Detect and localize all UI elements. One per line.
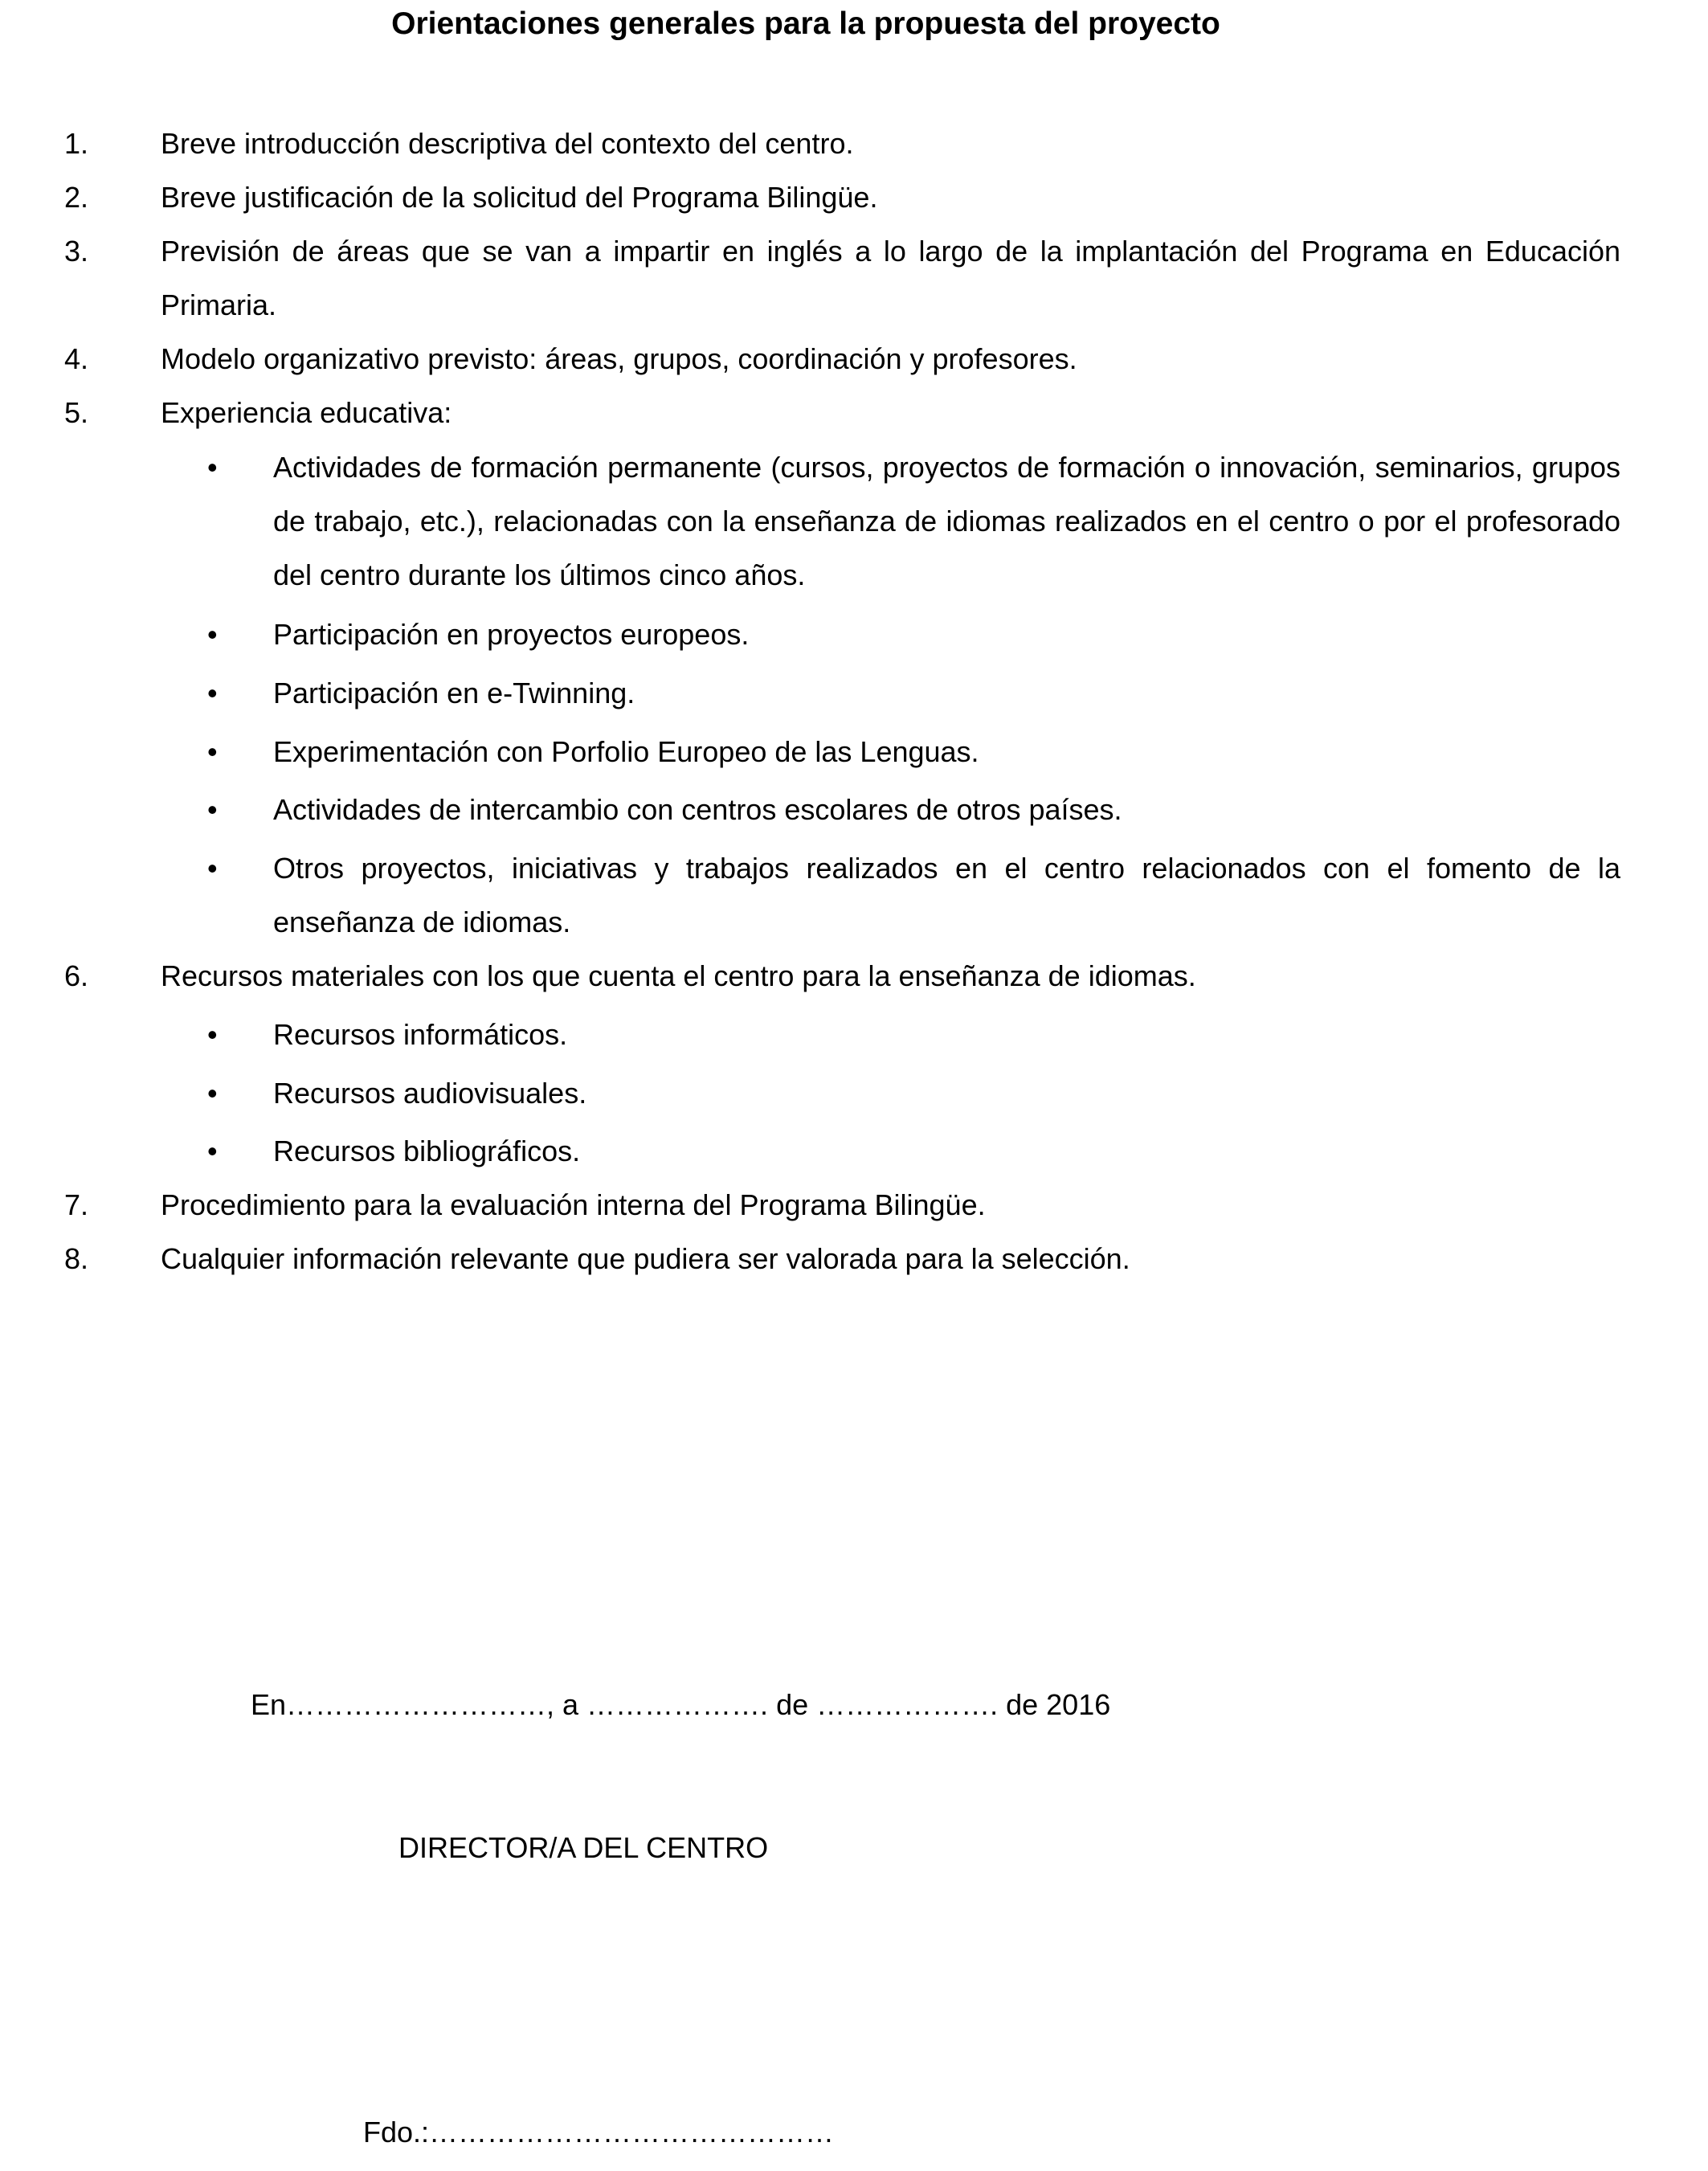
sub-item-text: Participación en proyectos europeos.	[273, 618, 750, 651]
item-number: 8.	[64, 1242, 89, 1275]
page-title: Orientaciones generales para la propuesta del proyecto	[391, 6, 1220, 41]
sub-item-text: Actividades de intercambio con centros escolares de otros países.	[273, 793, 1122, 826]
sub-item-text: Recursos bibliográficos.	[273, 1135, 581, 1167]
bullet-icon: •	[207, 618, 218, 651]
bullet-icon: •	[207, 677, 218, 709]
bullet-icon: •	[207, 451, 218, 484]
sub-item-text: Otros proyectos, iniciativas y trabajos realizados en el centro relacionados con el fomento de la enseñanza de idiomas.	[273, 852, 1620, 938]
item-text: Breve introducción descriptiva del contexto del centro.	[161, 127, 854, 160]
signature-line: Fdo.:……………………………………	[363, 2116, 835, 2149]
signer-role: DIRECTOR/A DEL CENTRO	[398, 1831, 769, 1864]
item-number: 7.	[64, 1188, 89, 1221]
bullet-icon: •	[207, 735, 218, 768]
sub-item-text: Participación en e-Twinning.	[273, 677, 635, 709]
sub-item-text: Recursos informáticos.	[273, 1018, 568, 1051]
item-text: Experiencia educativa:	[161, 396, 452, 429]
item-text: Previsión de áreas que se van a impartir en inglés a lo largo de la implantación del Programa en Educación Primaria.	[161, 235, 1620, 321]
item-text: Recursos materiales con los que cuenta el centro para la enseñanza de idiomas.	[161, 959, 1196, 992]
bullet-icon: •	[207, 1135, 218, 1167]
item-text: Cualquier información relevante que pudiera ser valorada para la selección.	[161, 1242, 1130, 1275]
item-number: 3.	[64, 235, 89, 268]
item-number: 5.	[64, 396, 89, 429]
sub-item-text: Recursos audiovisuales.	[273, 1077, 587, 1110]
bullet-icon: •	[207, 793, 218, 826]
item-number: 4.	[64, 342, 89, 375]
sub-item-text: Actividades de formación permanente (cursos, proyectos de formación o innovación, seminarios, grupos de trabajo, etc.), relacionadas con la enseñanza de idiomas realizados en el centro o por el profesorado del centro durante los últimos cinco años.	[273, 451, 1620, 591]
item-number: 6.	[64, 959, 89, 992]
place-date-line: En………………………, a ………………. de ………………. de 2016	[251, 1688, 1111, 1721]
bullet-icon: •	[207, 1018, 218, 1051]
sub-item-text: Experimentación con Porfolio Europeo de las Lenguas.	[273, 735, 979, 768]
bullet-icon: •	[207, 1077, 218, 1110]
item-text: Breve justificación de la solicitud del Programa Bilingüe.	[161, 181, 878, 214]
bullet-icon: •	[207, 852, 218, 885]
item-text: Modelo organizativo previsto: áreas, grupos, coordinación y profesores.	[161, 342, 1077, 375]
item-number: 2.	[64, 181, 89, 214]
item-text: Procedimiento para la evaluación interna del Programa Bilingüe.	[161, 1188, 986, 1221]
item-number: 1.	[64, 127, 89, 160]
